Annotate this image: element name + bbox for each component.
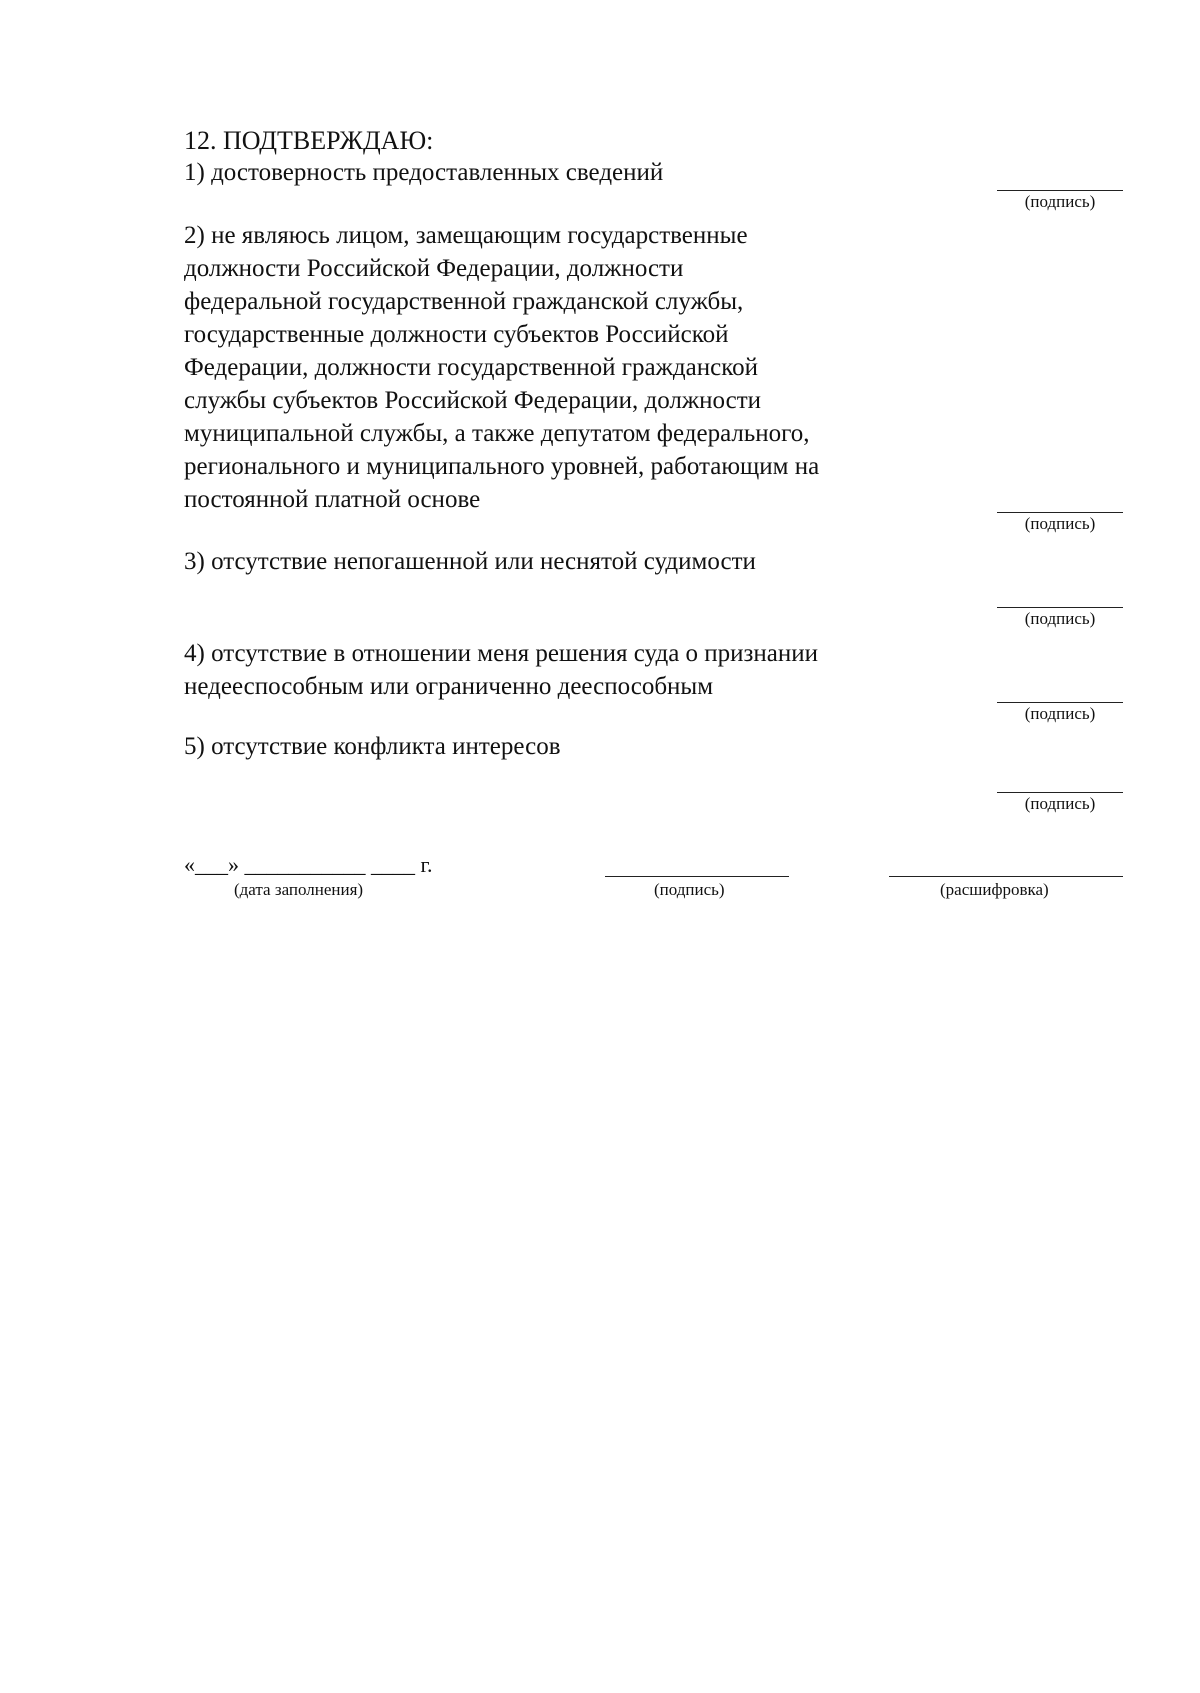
item-text-line: постоянной платной основе	[184, 486, 481, 513]
item-text-line: 5) отсутствие конфликта интересов	[184, 733, 561, 760]
section-heading: 12. ПОДТВЕРЖДАЮ:	[184, 126, 434, 155]
signature-label: (подпись)	[1024, 514, 1096, 533]
item-text-line: 1) достоверность предоставленных сведений	[184, 159, 664, 186]
item-text-line: муниципальной службы, а также депутатом федерального,	[184, 420, 810, 447]
item-text-line: 4) отсутствие в отношении меня решения суда о признании	[184, 640, 819, 667]
signature-label: (подпись)	[1024, 704, 1096, 723]
item-text-line: Федерации, должности государственной гражданской	[184, 354, 758, 381]
item-text-line: государственные должности субъектов Российской	[184, 321, 729, 348]
item-text-line: должности Российской Федерации, должности	[184, 255, 684, 282]
footer-signature-line[interactable]	[605, 876, 789, 877]
signature-field-5[interactable]	[997, 792, 1123, 814]
signature-field-4[interactable]	[997, 702, 1123, 724]
item-text-line: регионального и муниципального уровней, работающим на	[184, 453, 820, 480]
item-text-line: 2) не являюсь лицом, замещающим государственные	[184, 222, 748, 249]
confirmation-item-4	[184, 637, 924, 703]
signature-label: (подпись)	[1024, 192, 1096, 211]
signature-field-3[interactable]	[997, 607, 1123, 629]
confirmation-item-5	[184, 730, 924, 763]
item-text-line: недееспособным или ограниченно дееспособным	[184, 673, 714, 700]
signature-label: (подпись)	[1024, 794, 1096, 813]
date-label: (дата заполнения)	[234, 880, 364, 899]
signature-field-2[interactable]	[997, 512, 1123, 534]
footer-signature-label: (подпись)	[654, 880, 725, 899]
confirmation-item-2	[184, 219, 924, 516]
signature-label: (подпись)	[1024, 609, 1096, 628]
item-text-line: службы субъектов Российской Федерации, должности	[184, 387, 762, 414]
item-text-line: федеральной государственной гражданской службы,	[184, 288, 744, 315]
signature-field-1[interactable]	[997, 190, 1123, 212]
decoding-label: (расшифровка)	[940, 880, 1049, 899]
decoding-line[interactable]	[889, 876, 1123, 877]
item-text-line: 3) отсутствие непогашенной или неснятой судимости	[184, 548, 756, 575]
confirmation-item-3	[184, 545, 924, 578]
date-fill-line[interactable]: «___» ___________ ____ г.	[184, 852, 433, 877]
confirmation-item-1	[184, 156, 924, 189]
